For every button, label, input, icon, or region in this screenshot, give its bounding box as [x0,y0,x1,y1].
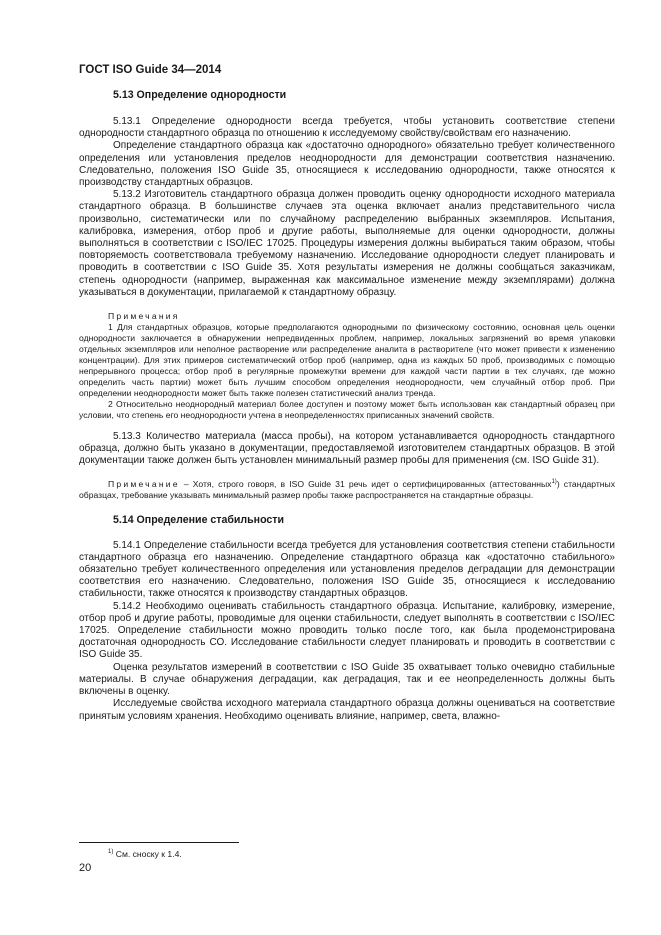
note-5-13-3 [79,479,615,501]
footnote-divider [79,842,239,843]
standard-code: ГОСТ ISO Guide 34—2014 [79,64,222,76]
paragraph-5-14-2-cont2: Исследуемые свойства исходного материала стандартного образца должны оцениваться на соответствие принятым условиям хранения. Необходимо оценивать влияние, например, света, влажно- [79,698,615,722]
footnote-text: См. сноску к 1.4. [113,849,182,859]
note-1: 1 Для стандартных образцов, которые предполагаются однородными по физическому состоянию, основная цель оценки однородности заключается в обнаружении непредвиденных проблем, например, локальных загрязнений во время упаковки отдельных экземпляров или неполное растворение или распределение аналита в растворителе (что может привести к изменению концентрации). Для этих примеров систематический отбор проб (например, одна из каждых 50 проб, производимых с помощью непрерывного процесса; отбор проб в регулярные промежутки времени для каждой части партии в тех случаях, где можно определить часть партии) может быть лучшим способом определения неоднородности, чем случайный отбор проб. При определении неоднородности может быть также полезен статистический анализ тренда. [79,322,615,399]
footnote-marker: 1) [108,849,114,856]
paragraph-5-14-2-cont: Оценка результатов измерений в соответствии с ISO Guide 35 охватывает только очевидно стабильные материалы. В случае обнаружения деградации, как деградация, так и ее неопределенность должны быть включены в оценку. [79,661,615,698]
paragraph-5-13-1: 5.13.1 Определение однородности всегда требуется, чтобы установить соответствие степени однородности стандартного образца по отношению к исследуемому свойству/свойствам его назначению. [79,116,615,140]
paragraph-5-14-1: 5.14.1 Определение стабильности всегда требуется для установления соответствия степени стабильности стандартного образца его назначению. Определение стандартного образца как «достаточно стабильного» обязательно требует количественного определения или установления пределов деградации для демонстрации соответствия его назначению. Следовательно, положения ISO Guide 35, относящиеся к исследованию стабильности, также относятся к производству стандартных образцов. [79,539,615,600]
footnote [108,849,182,859]
footnote-ref: 1) [551,478,557,485]
section-title-5-13: 5.13 Определение однородности [113,89,287,101]
document-body [79,88,615,723]
paragraph-5-14-2: 5.14.2 Необходимо оценивать стабильность стандартного образца. Испытание, калибровку, измерение, отбор проб и другие работы, проводимые для оценки стабильности, следует выполнять в соответствии с ISO/IEC 17025. Определение стабильности можно проводить только после того, как была продемонстрирована достаточная однородность СО. Исследование стабильности следует планировать и проводить в соответствии с ISO Guide 35. [79,600,615,661]
paragraph-5-13-1-cont: Определение стандартного образца как «достаточно однородного» обязательно требует количественного определения или установления пределов неоднородности для демонстрации соответствия назначению. Следовательно, положения ISO Guide 35, относящиеся к исследованию однородности, также относятся к производству стандартных образцов. [79,140,615,189]
note-label: Примечание [108,478,180,489]
note-text-a: – Хотя, строго говоря, в ISO Guide 31 речь идет о сертифицированных (аттестованных [179,478,552,489]
note-2: 2 Относительно неоднородный материал более доступен и поэтому может быть использован как стандартный образец при условии, что степень его неоднородности учтена в неопределенностях приписанных значений свойств. [79,399,615,421]
notes-heading: Примечания [108,311,180,322]
paragraph-5-13-2: 5.13.2 Изготовитель стандартного образца должен проводить оценку однородности исходного материала стандартного образца. В большинстве случаев эта оценка включает анализ представительного числа произвольно, систематически или по случайному распределению выбранных экземпляров. Испытания, калибровка, измерения, отбор проб и другие работы, выполняемые для оценки однородности, должны выполняться в соответствии с ISO/IEC 17025. Процедуры измерения должны выбираться таким образом, чтобы повторяемость соответствовала требуемому назначению. Исследование однородности следует планировать и проводить в соответствии с ISO Guide 35. Хотя результаты измерения не должны сообщаться заказчикам, степень однородности (например, выраженная как максимальное изменение между экземплярами) должна указываться в документации, прилагаемой к стандартному образцу. [79,189,615,298]
note-text-b: ) стандартных образцах, требование указывать минимальный размер пробы также распространяется на стандартные образцы. [79,478,615,500]
page-number: 20 [79,862,92,874]
paragraph-5-13-3: 5.13.3 Количество материала (масса пробы), на котором устанавливается однородность стандартного образца, должно быть указано в документации, предоставляемой изготовителем стандартных образцов. В этой документации также должен быть установлен минимальный размер пробы для применения (см. ISO Guide 31). [79,431,615,467]
section-title-5-14: 5.14 Определение стабильности [113,513,284,526]
